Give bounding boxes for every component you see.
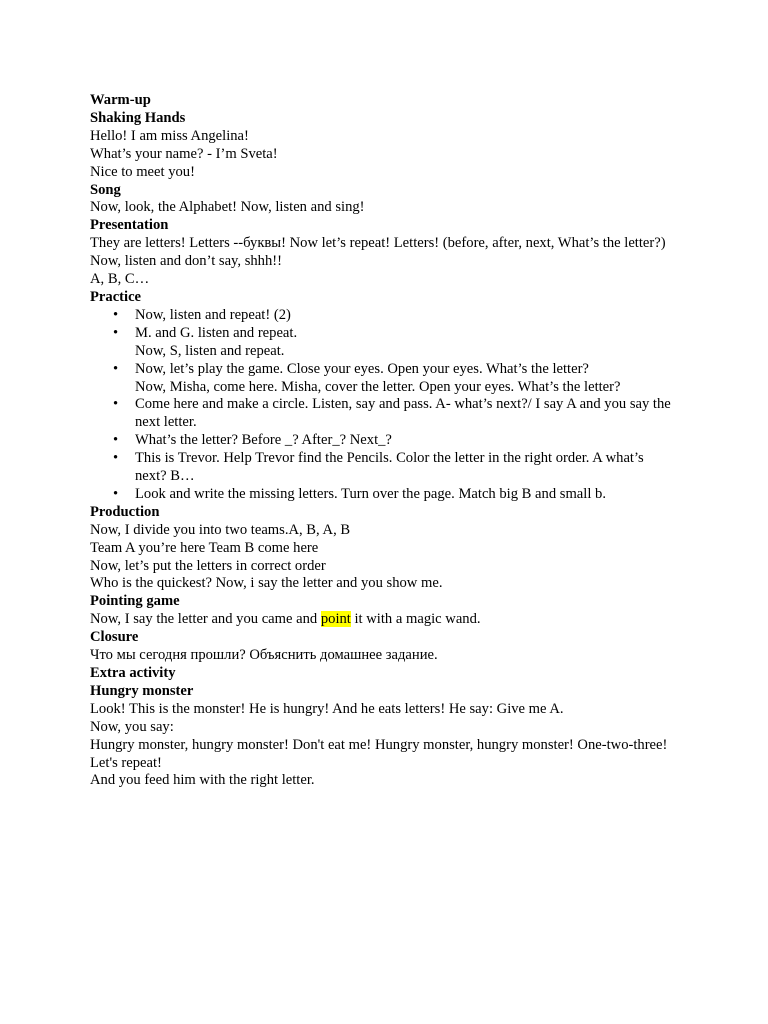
warmup-line: Hello! I am miss Angelina! bbox=[90, 127, 249, 144]
lesson-plan-document bbox=[90, 92, 675, 790]
presentation-line: A, B, C… bbox=[90, 271, 150, 288]
presentation-heading: Presentation bbox=[90, 217, 169, 234]
practice-item-text: Look and write the missing letters. Turn over the page. Match big B and small b. bbox=[135, 485, 606, 502]
closure-line: Что мы сегодня прошли? Объяснить домашнее задание. bbox=[90, 647, 438, 664]
extra-line: And you feed him with the right letter. bbox=[90, 772, 315, 789]
bullet-icon: • bbox=[113, 396, 119, 413]
warmup-heading: Warm-up bbox=[90, 92, 151, 108]
practice-item-text: This is Trevor. Help Trevor find the Pencils. Color the letter in the right order. A what’s next? B… bbox=[135, 450, 644, 485]
pointing-game-text-before: Now, I say the letter and you came and bbox=[90, 611, 321, 628]
practice-item bbox=[90, 307, 675, 325]
practice-item bbox=[90, 396, 675, 432]
pointing-game-text-after: it with a magic wand. bbox=[350, 611, 481, 628]
practice-item bbox=[90, 432, 675, 450]
practice-item-text: Now, let’s play the game. Close your eyes. Open your eyes. What’s the letter? bbox=[135, 360, 589, 377]
bullet-icon: • bbox=[113, 324, 119, 341]
practice-item-text: Now, listen and repeat! (2) bbox=[135, 306, 291, 323]
practice-item-text: M. and G. listen and repeat. bbox=[135, 324, 298, 341]
pointing-game-line bbox=[90, 611, 675, 629]
extra-line: Now, you say: bbox=[90, 718, 174, 735]
practice-heading: Practice bbox=[90, 288, 142, 305]
closure-heading: Closure bbox=[90, 629, 139, 646]
practice-item bbox=[90, 325, 675, 361]
warmup-line: Nice to meet you! bbox=[90, 163, 195, 180]
practice-item-text: Now, Misha, come here. Misha, cover the letter. Open your eyes. What’s the letter? bbox=[135, 378, 621, 395]
hungry-monster-subheading: Hungry monster bbox=[90, 682, 194, 699]
production-line: Now, let’s put the letters in correct order bbox=[90, 557, 326, 574]
song-heading: Song bbox=[90, 181, 121, 198]
production-line: Team A you’re here Team B come here bbox=[90, 539, 319, 556]
pointing-game-heading: Pointing game bbox=[90, 593, 180, 610]
shaking-hands-subheading: Shaking Hands bbox=[90, 109, 186, 126]
production-line: Who is the quickest? Now, i say the letter and you show me. bbox=[90, 575, 443, 592]
bullet-icon: • bbox=[113, 485, 119, 502]
song-line: Now, look, the Alphabet! Now, listen and sing! bbox=[90, 199, 365, 216]
practice-item-text: Now, S, listen and repeat. bbox=[135, 342, 285, 359]
highlighted-word: point bbox=[320, 611, 351, 628]
bullet-icon: • bbox=[113, 306, 119, 323]
warmup-line: What’s your name? - I’m Sveta! bbox=[90, 145, 278, 162]
presentation-line: Now, listen and don’t say, shhh!! bbox=[90, 253, 282, 270]
bullet-icon: • bbox=[113, 360, 119, 377]
practice-list bbox=[90, 307, 675, 504]
extra-activity-heading: Extra activity bbox=[90, 665, 176, 681]
practice-item bbox=[90, 361, 675, 397]
practice-item-text: Come here and make a circle. Listen, say and pass. A- what’s next?/ I say A and you say the next letter. bbox=[135, 396, 671, 431]
production-line: Now, I divide you into two teams.A, B, A, B bbox=[90, 521, 351, 538]
extra-line: Look! This is the monster! He is hungry! And he eats letters! He say: Give me A. bbox=[90, 700, 564, 717]
production-heading: Production bbox=[90, 503, 160, 520]
extra-line: Hungry monster, hungry monster! Don't eat me! Hungry monster, hungry monster! One-two-three! Let's repeat! bbox=[90, 736, 668, 771]
bullet-icon: • bbox=[113, 450, 119, 467]
practice-item bbox=[90, 486, 675, 504]
presentation-line: They are letters! Letters --буквы! Now let’s repeat! Letters! (before, after, next, What’s the letter?) bbox=[90, 235, 666, 252]
practice-item bbox=[90, 450, 675, 486]
bullet-icon: • bbox=[113, 432, 119, 449]
practice-item-text: What’s the letter? Before _? After_? Next_? bbox=[135, 432, 392, 449]
